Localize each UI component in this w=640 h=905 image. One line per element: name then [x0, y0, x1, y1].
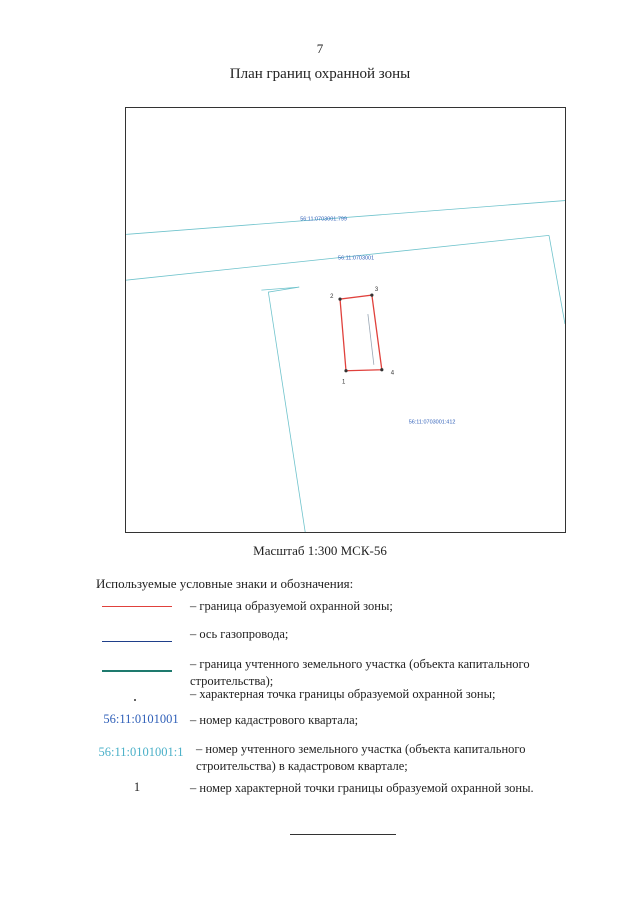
map-frame	[125, 107, 566, 533]
boundary-point-1	[344, 369, 347, 372]
legend-text: – номер кадастрового квартала;	[190, 713, 359, 727]
point-label-1: 1	[342, 379, 346, 386]
page-number: 7	[316, 41, 324, 56]
boundary-point-4	[380, 368, 383, 371]
legend-text: – граница образуемой охранной зоны;	[190, 599, 393, 613]
parcel-number-sample: 56:11:0101001:1	[98, 745, 184, 759]
point-label-3: 3	[374, 287, 379, 294]
teal-line-symbol	[92, 656, 190, 672]
point-number-sample: 1	[133, 780, 141, 794]
protection-zone-boundary	[340, 295, 382, 371]
legend-item-zone-boundary	[92, 598, 612, 614]
parcel-412-boundary	[261, 287, 305, 532]
map-canvas	[126, 108, 565, 532]
legend-text: – номер учтенного земельного участка (объекта капитального строительства) в кадастровом квартале;	[196, 742, 526, 773]
red-line-symbol	[92, 598, 190, 614]
cadastral-line-right	[549, 235, 565, 324]
boundary-point-3	[370, 294, 373, 297]
boundary-point-2	[338, 298, 341, 301]
legend-item-parcel-boundary	[92, 656, 612, 688]
quarter-number-sample: 56:11:0101001	[103, 712, 179, 726]
parcel-label-799: 56:11:0703001:799	[300, 216, 347, 223]
scale-caption: Масштаб 1:300 МСК-56	[253, 543, 387, 558]
legend-text: – номер характерной точки границы образуемой охранной зоны.	[190, 781, 534, 795]
point-label-2: 2	[330, 294, 334, 301]
dot-symbol	[92, 686, 190, 702]
parcel-label-412: 56:11:0703001:412	[408, 419, 456, 426]
signature-line	[290, 834, 396, 835]
legend-item-quarter-number	[92, 712, 612, 729]
legend-item-parcel-number	[92, 741, 612, 775]
quarter-label: 56:11:0703001	[338, 255, 375, 262]
blue-line-symbol	[92, 626, 190, 642]
legend-text: – граница учтенного земельного участка (объекта капитального строительства);	[190, 657, 530, 688]
legend-item-point-number	[92, 780, 612, 797]
legend-item-boundary-point	[92, 686, 612, 702]
point-label-4: 4	[390, 370, 395, 377]
page-title: План границ охранной зоны	[229, 66, 411, 82]
gas-pipeline-axis	[368, 314, 374, 365]
legend-item-gas-axis	[92, 626, 612, 642]
legend-text: – ось газопровода;	[190, 627, 289, 641]
legend-text: – характерная точка границы образуемой охранной зоны;	[190, 687, 496, 701]
legend-title: Используемые условные знаки и обозначения:	[96, 576, 354, 591]
